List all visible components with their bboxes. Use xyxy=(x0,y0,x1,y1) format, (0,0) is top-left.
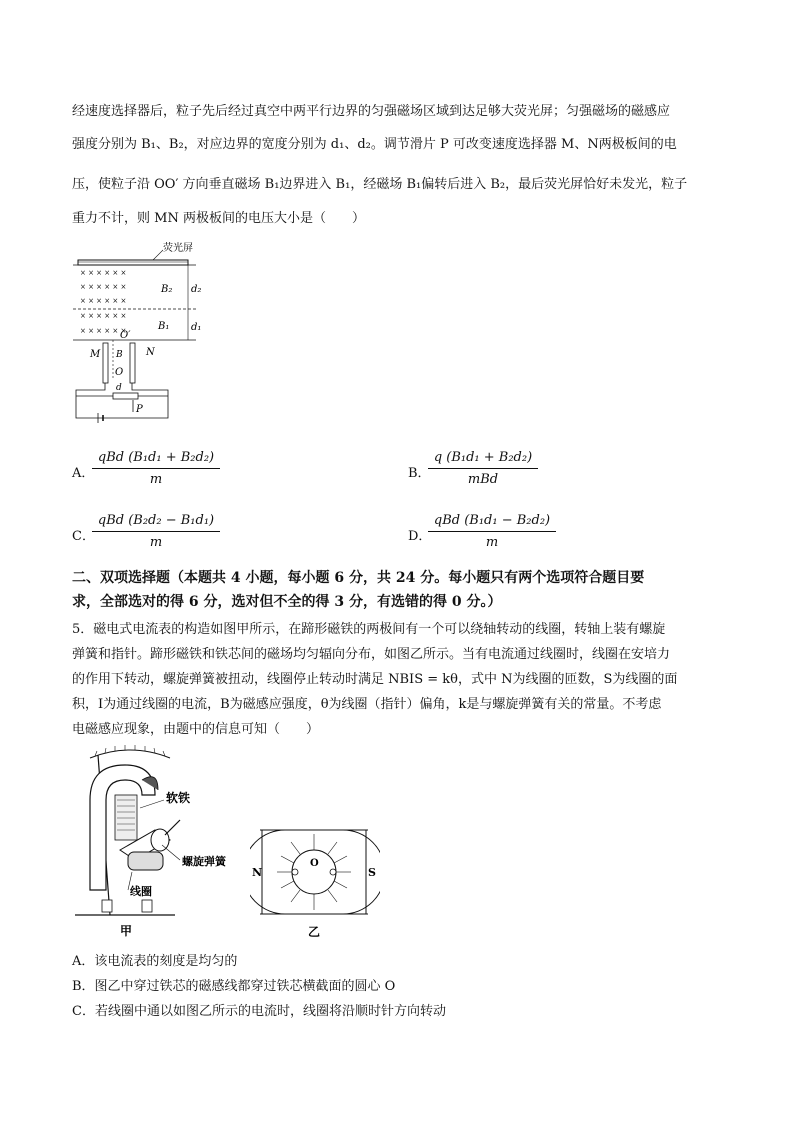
label-d1: d₁ xyxy=(191,322,202,333)
q4-option-d-letter: D． xyxy=(408,529,432,544)
coil xyxy=(128,852,163,870)
section2-heading-line-2: 求，全部选对的得 6 分，选对但不全的得 3 分，有选错的得 0 分。） xyxy=(72,594,502,610)
label-spring: 螺旋弹簧 xyxy=(182,855,226,868)
b2-field-crosses xyxy=(80,269,126,335)
section2-heading-line-1: 二、双项选择题（本题共 4 小题，每小题 6 分，共 24 分。每小题只有两个选项符合题目要 xyxy=(72,570,645,586)
iron-core xyxy=(292,850,336,894)
svg-text:× × × × × ×: × × × × × × xyxy=(80,283,127,291)
label-o-prime: O′ xyxy=(120,330,131,341)
label-n: N xyxy=(146,347,155,358)
label-b: B xyxy=(116,350,123,360)
label-m: M xyxy=(90,349,101,360)
label-b1: B₁ xyxy=(158,321,170,332)
label-o: O xyxy=(115,367,124,378)
q4-text-line-2: 强度分别为 B₁、B₂，对应边界的宽度分别为 d₁、d₂。调节滑片 P 可改变速度选择器 M、N两极板间的电 xyxy=(72,137,677,152)
svg-text:× × × × × ×: × × × × × × xyxy=(80,327,127,335)
q5-figure-jia-galvanometer xyxy=(70,740,280,940)
svg-text:× × × × × ×: × × × × × × xyxy=(80,312,127,320)
q5-text-line-2: 弹簧和指针。蹄形磁铁和铁芯间的磁场均匀辐向分布，如图乙所示。当有电流通过线圈时，线圈在安培力 xyxy=(72,647,671,662)
q4-option-a-letter: A． xyxy=(72,466,95,481)
q4-option-b-formula: q (B₁d₁ + B₂d₂) mBd xyxy=(428,450,538,487)
q5-option-c: C．若线圈中通以如图乙所示的电流时，线圈将沿顺时针方向转动 xyxy=(72,1004,446,1019)
q4-option-d-formula: qBd (B₁d₁ − B₂d₂) m xyxy=(428,513,556,550)
scale-arc xyxy=(90,750,170,758)
soft-iron-core xyxy=(115,795,137,840)
label-d: d xyxy=(116,383,122,393)
q4-text-line-4: 重力不计，则 MN 两极板间的电压大小是（ ） xyxy=(72,211,365,226)
label-s-pole: S xyxy=(368,866,376,879)
q4-text-line-3: 压，使粒子沿 OO′ 方向垂直磁场 B₁边界进入 B₁，经磁场 B₁偏转后进入 B₂，最后荧光屏恰好未发光，粒子 xyxy=(72,177,688,192)
q5-text-line-5: 电磁感应现象，由题中的信息可知（ ） xyxy=(72,722,320,737)
q5-figure-yi-radial-field xyxy=(250,822,380,940)
label-coil: 线圈 xyxy=(130,885,152,898)
q5-option-a: A．该电流表的刻度是均匀的 xyxy=(72,954,238,969)
spring-disc xyxy=(151,829,169,851)
terminal-left xyxy=(102,900,112,912)
q5-option-b: B．图乙中穿过铁芯的磁感线都穿过铁芯横截面的圆心 O xyxy=(72,979,396,994)
label-n-pole: N xyxy=(252,866,263,879)
label-b2: B₂ xyxy=(161,284,173,295)
label-center-o: O xyxy=(310,858,319,869)
q4-option-b-letter: B． xyxy=(408,466,431,481)
q4-figure-velocity-selector xyxy=(68,240,218,425)
label-screen: 荧光屏 xyxy=(163,243,193,254)
svg-text:× × × × × ×: × × × × × × xyxy=(80,297,127,305)
svg-text:× × × × × ×: × × × × × × xyxy=(80,269,127,277)
label-d2: d₂ xyxy=(191,284,202,295)
q4-option-c-letter: C． xyxy=(72,529,95,544)
label-jia: 甲 xyxy=(120,924,133,938)
q4-text-line-1: 经速度选择器后，粒子先后经过真空中两平行边界的匀强磁场区域到达足够大荧光屏；匀强磁场的磁感应 xyxy=(72,104,671,119)
label-soft-iron: 软铁 xyxy=(166,791,191,805)
plate-n xyxy=(130,343,135,383)
q5-text-line-4: 积，I为通过线圈的电流，B为磁感应强度，θ为线圈（指针）偏角，k是与螺旋弹簧有关的常量。不考虑 xyxy=(72,697,662,712)
plate-m xyxy=(103,343,108,383)
fluorescent-screen xyxy=(78,260,188,265)
q5-text-line-3: 的作用下转动，螺旋弹簧被扭动，线圈停止转动时满足 NBIS = kθ，式中 N为线圈的匝数，S为线圈的面 xyxy=(72,672,678,687)
q4-option-a-formula: qBd (B₁d₁ + B₂d₂) m xyxy=(92,450,220,487)
coil-side-left xyxy=(292,869,298,875)
q4-option-c-formula: qBd (B₂d₂ − B₁d₁) m xyxy=(92,513,220,550)
label-p: P xyxy=(136,404,143,415)
coil-side-right xyxy=(330,869,336,875)
label-yi: 乙 xyxy=(308,925,321,939)
terminal-right xyxy=(142,900,152,912)
q5-text-line-1: 5．磁电式电流表的构造如图甲所示，在蹄形磁铁的两极间有一个可以绕轴转动的线圈，转轴上装有螺旋 xyxy=(72,622,666,637)
resistor xyxy=(113,393,138,399)
